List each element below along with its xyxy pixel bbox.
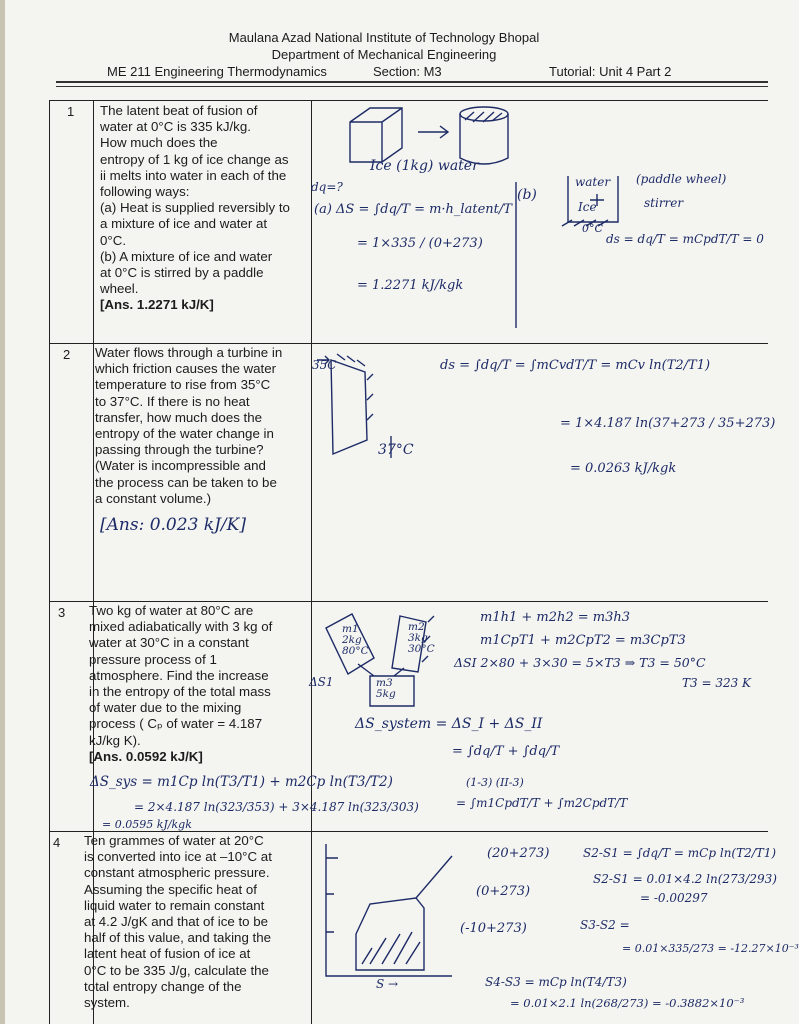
s32-result: = 0.01×335/273 = -12.27×10⁻³ xyxy=(622,942,799,955)
problem-2-statement xyxy=(95,345,309,507)
text-line: (Water is incompressible and xyxy=(95,458,266,474)
process-paths: (1-3) (II-3) xyxy=(466,776,524,789)
temp-state-2: (0+273) xyxy=(476,884,531,899)
problem-number: 1 xyxy=(67,104,75,119)
entropy-equation: ds = ∫dq/T = ∫mCvdT/T = mCv ln(T2/T1) xyxy=(440,358,711,373)
text-line: process ( Cₚ of water = 4.187 xyxy=(89,716,263,732)
text-line: total entropy change of the xyxy=(84,978,242,994)
s43-equation: S4-S3 = mCp ln(T4/T3) xyxy=(485,975,627,989)
part-a-eq2: = 1×335 / (0+273) xyxy=(357,236,483,251)
text-line: 0°C to be 335 J/g, calculate the xyxy=(84,962,269,978)
text-line: liquid water to remain constant xyxy=(84,897,265,913)
text-line: is converted into ice at –10°C at xyxy=(84,849,272,865)
s21-equation: S2-S1 = ∫dq/T = mCp ln(T2/T1) xyxy=(583,846,777,860)
part-a-result: = 1.2271 kJ/kgk xyxy=(357,278,464,293)
text-line: which friction causes the water xyxy=(95,361,277,377)
row-divider-1 xyxy=(49,343,768,344)
text-line: atmosphere. Find the increase xyxy=(89,667,269,683)
part-b-equation: ds = dq/T = mCpdT/T = 0 xyxy=(606,232,764,246)
handwritten-answer: [Ans: 0.023 kJ/K] xyxy=(100,515,246,535)
integral-expanded: = ∫m1CpdT/T + ∫m2CpdT/T xyxy=(456,796,628,810)
table-border-left xyxy=(49,100,50,1024)
entropy-result: = 0.0595 kJ/kgk xyxy=(102,818,192,831)
text-line: pressure process of 1 xyxy=(89,651,217,667)
tutorial-label: Tutorial: Unit 4 Part 2 xyxy=(549,64,672,79)
text-line: water at 30°C in a constant xyxy=(89,635,249,651)
text-line: (b) A mixture of ice and water xyxy=(100,248,273,264)
department-name: Department of Mechanical Engineering xyxy=(271,47,497,62)
diagram-label: Ice (1kg) water xyxy=(370,158,479,174)
s21-result: = -0.00297 xyxy=(640,891,708,905)
dq-label: dq=? xyxy=(311,180,343,194)
text-line: a mixture of ice and water at xyxy=(100,216,268,232)
entropy-result: = 0.0263 kJ/kgk xyxy=(570,461,677,476)
section-label: Section: M3 xyxy=(373,64,442,79)
institute-name: Maulana Azad National Institute of Technology Bhopal xyxy=(228,30,540,45)
energy-balance-3: ΔSI 2×80 + 3×30 = 5×T3 ⇒ T3 = 50°C xyxy=(454,655,706,670)
text-line: Assuming the specific heat of xyxy=(84,881,257,897)
text-line: of water due to the mixing xyxy=(89,700,242,716)
entropy-sum: ΔS_sys = m1Cp ln(T3/T1) + m2Cp ln(T3/T2) xyxy=(90,774,393,790)
text-line: Ten grammes of water at 20°C xyxy=(84,833,264,848)
paper-edge xyxy=(0,0,5,1024)
row-divider-3 xyxy=(49,831,768,832)
text-line: How much does the xyxy=(100,135,218,151)
s32-equation: S3-S2 = xyxy=(580,918,630,932)
text-line: following ways: xyxy=(100,184,190,200)
text-line: at 0°C is stirred by a paddle xyxy=(100,265,264,281)
ts-diagram-sketch xyxy=(312,838,462,988)
entropy-axis: S → xyxy=(376,977,399,991)
text-line: at 4.2 J/gK and that of ice to be xyxy=(84,914,269,930)
s43-result: = 0.01×2.1 ln(268/273) = -0.3882×10⁻³ xyxy=(510,996,745,1010)
temp-state-1: (20+273) xyxy=(487,846,550,861)
problem-4-statement xyxy=(84,833,309,1011)
integral-sum: = ∫dq/T + ∫dq/T xyxy=(452,744,560,759)
problem-number: 2 xyxy=(63,347,71,362)
s21-substitution: S2-S1 = 0.01×4.2 ln(273/293) xyxy=(593,872,777,886)
inlet-temp: 35C xyxy=(312,358,337,372)
text-line: kJ/kg K). xyxy=(89,732,141,748)
problem-3-statement xyxy=(89,603,309,765)
text-line: 0°C. xyxy=(100,232,127,248)
problem-1-statement xyxy=(100,103,310,314)
b-stirrer-label: stirrer xyxy=(644,196,684,210)
energy-balance-1: m1h1 + m2h2 = m3h3 xyxy=(480,610,631,625)
text-line: ii melts into water in each of the xyxy=(100,167,287,183)
system-entropy: ΔS_system = ΔS_I + ΔS_II xyxy=(355,716,543,732)
text-line: latent heat of fusion of ice at xyxy=(84,946,251,962)
text-line: transfer, how much does the xyxy=(95,409,263,425)
ds1-label: ΔS1 xyxy=(309,675,334,689)
entropy-substitution: = 2×4.187 ln(323/353) + 3×4.187 ln(323/303) xyxy=(134,800,419,814)
m3-label: m3 5kg xyxy=(376,677,396,700)
text-line: (a) Heat is supplied reversibly to xyxy=(100,200,290,216)
text-line: entropy of the water change in xyxy=(95,426,274,442)
text-line: wheel. xyxy=(100,281,139,297)
text-line: mixed adiabatically with 3 kg of xyxy=(89,619,273,635)
text-line: temperature to rise from 35°C xyxy=(95,377,271,393)
text-line: the process can be taken to be xyxy=(95,474,277,490)
text-line: in the entropy of the total mass xyxy=(89,684,271,700)
text-line: system. xyxy=(84,995,130,1011)
b-paddle-label: (paddle wheel) xyxy=(636,172,727,186)
text-line: a constant volume.) xyxy=(95,490,212,506)
answer: [Ans. 0.0592 kJ/K] xyxy=(89,748,203,764)
b-water-label: water xyxy=(575,175,611,189)
temp-state-3: (-10+273) xyxy=(460,921,527,936)
outlet-temp: 37°C xyxy=(378,442,414,458)
header-rule-thin xyxy=(56,86,768,87)
m2-label: m2 3kg 30°C xyxy=(408,621,435,655)
entropy-substitution: = 1×4.187 ln(37+273 / 35+273) xyxy=(560,416,776,431)
text-line: Two kg of water at 80°C are xyxy=(89,603,254,618)
text-line: water at 0°C is 335 kJ/kg. xyxy=(100,119,251,135)
problem-number: 3 xyxy=(58,605,66,620)
text-line: constant atmospheric pressure. xyxy=(84,865,270,881)
text-line: passing through the turbine? xyxy=(95,442,264,458)
header-rule xyxy=(56,81,768,83)
course-title: ME 211 Engineering Thermodynamics xyxy=(107,64,327,79)
text-line: to 37°C. If there is no heat xyxy=(95,393,250,409)
final-temp: T3 = 323 K xyxy=(682,676,752,690)
part-b-label: (b) xyxy=(517,187,537,203)
b-temp-label: 0°C xyxy=(582,222,603,235)
text-line: Water flows through a turbine in xyxy=(95,345,283,360)
answer: [Ans. 1.2271 kJ/K] xyxy=(100,297,214,313)
text-line: entropy of 1 kg of ice change as xyxy=(100,151,289,167)
part-a-eq1: (a) ΔS = ∫dq/T = m·h_latent/T xyxy=(314,202,512,217)
m1-label: m1 2kg 80°C xyxy=(342,623,369,657)
problem-number: 4 xyxy=(53,835,61,850)
text-line: The latent beat of fusion of xyxy=(100,103,258,118)
text-line: half of this value, and taking the xyxy=(84,930,272,946)
b-ice-label: Ice xyxy=(578,200,597,214)
energy-balance-2: m1CpT1 + m2CpT2 = m3CpT3 xyxy=(480,633,686,648)
